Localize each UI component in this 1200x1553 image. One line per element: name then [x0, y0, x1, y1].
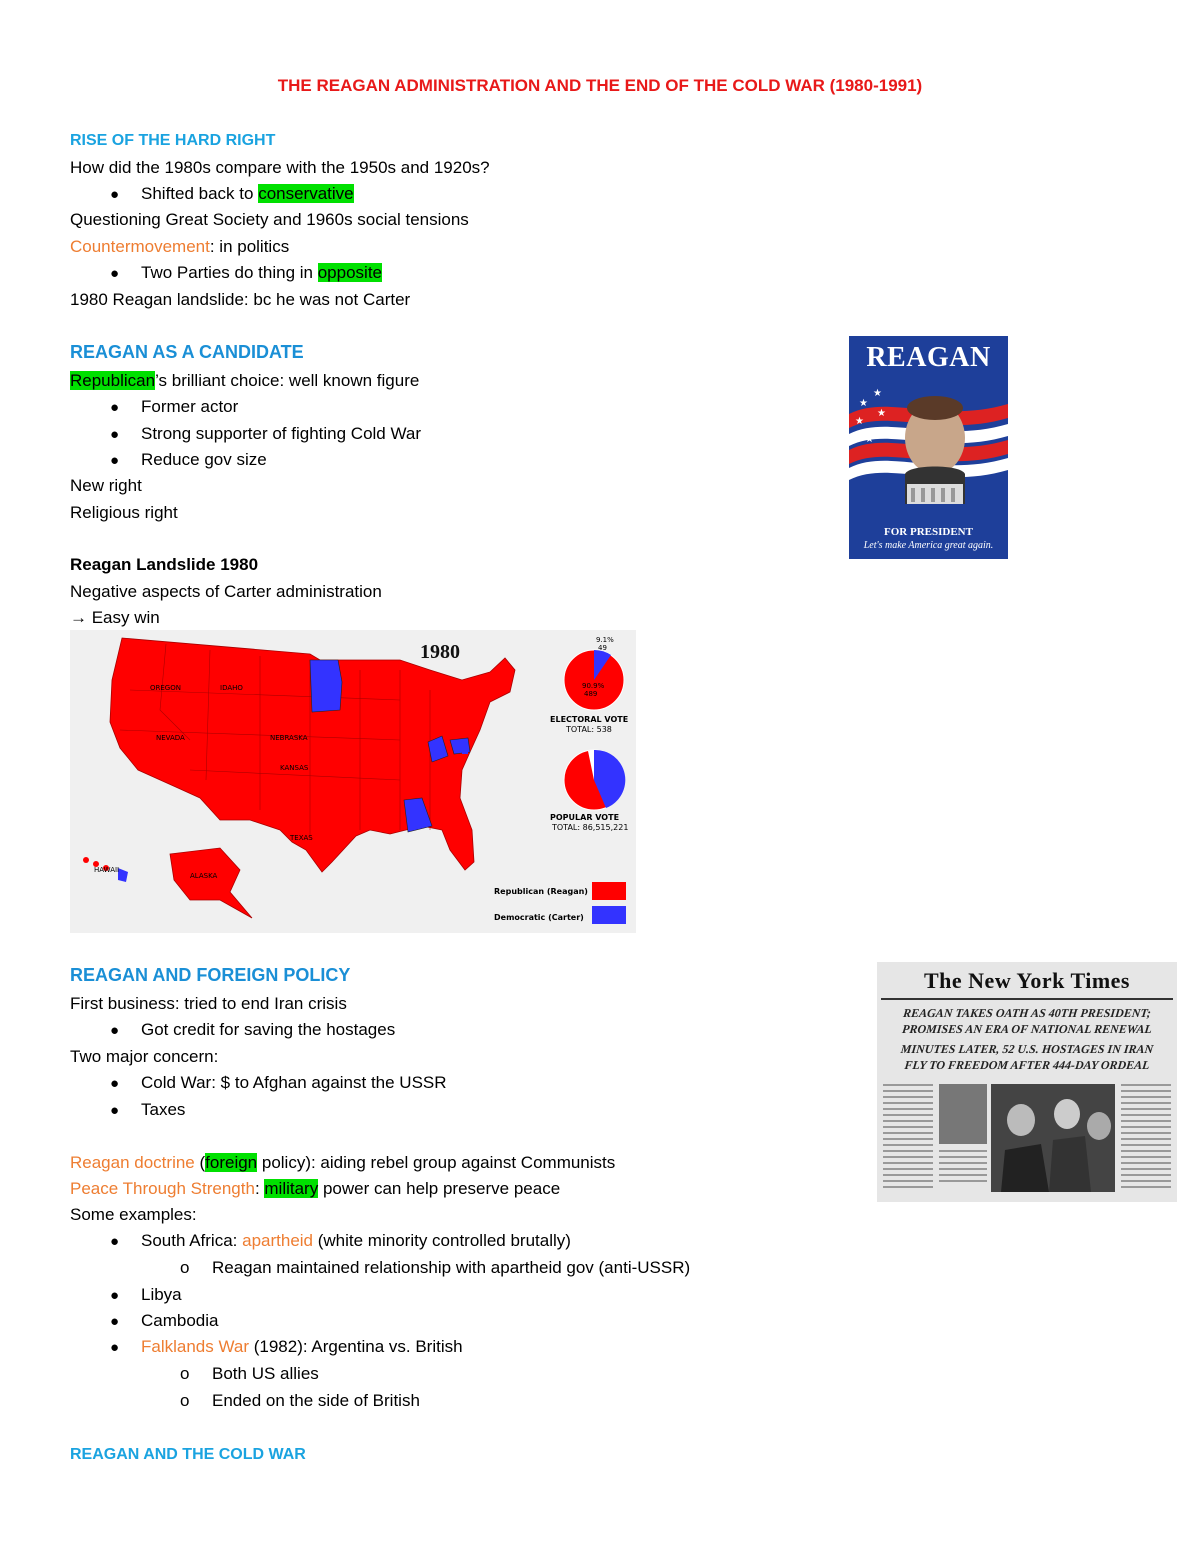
newspaper-body-image	[881, 1080, 1173, 1196]
poster-slogan: Let's make America great again.	[863, 540, 994, 551]
headline-2: PROMISES AN ERA OF NATIONAL RENEWAL	[901, 1022, 1153, 1036]
bullet-falklands	[110, 1336, 463, 1359]
bullet-text: Reduce gov size	[141, 450, 267, 469]
bullet-text: Former actor	[141, 397, 239, 416]
subbullet-icon: o	[180, 1364, 190, 1383]
bullet-text: South Africa:	[141, 1231, 243, 1250]
electoral-map-1980	[70, 630, 636, 933]
electoral-vote-total: TOTAL: 538	[566, 725, 612, 734]
line-reagan-doctrine	[70, 1152, 615, 1174]
svg-text:HAWAII: HAWAII	[94, 866, 120, 874]
line-peace-through-strength	[70, 1178, 560, 1200]
term-peace-through-strength: Peace Through Strength	[70, 1179, 255, 1198]
bullet-icon: ●	[110, 265, 120, 282]
bullet-text: Shifted back to	[141, 184, 259, 203]
svg-text:NEVADA: NEVADA	[156, 734, 185, 742]
subbullet-icon: o	[180, 1258, 190, 1277]
reagan-campaign-poster	[849, 336, 1008, 559]
svg-text:★: ★	[865, 434, 874, 445]
svg-text:IDAHO: IDAHO	[220, 684, 243, 692]
headline-4: FLY TO FREEDOM AFTER 444-DAY ORDEAL	[903, 1058, 1151, 1072]
line-republican-choice	[70, 370, 419, 392]
line-negative-aspects: Negative aspects of Carter administration	[70, 582, 382, 601]
bullet-icon: ●	[110, 1313, 120, 1330]
term-reagan-doctrine: Reagan doctrine	[70, 1153, 195, 1172]
line-1980-landslide: 1980 Reagan landslide: bc he was not Carter	[70, 290, 411, 309]
bullet-icon: ●	[110, 1022, 120, 1039]
heading-reagan-candidate: REAGAN AS A CANDIDATE	[70, 342, 304, 362]
line-text: power can help preserve peace	[318, 1179, 561, 1198]
bullet-cold-war-afghan	[110, 1072, 447, 1095]
bullet-cold-war-supporter	[110, 423, 421, 446]
electoral-vote-pie	[564, 636, 624, 710]
line-first-business: First business: tried to end Iran crisis	[70, 994, 347, 1013]
legend-republican-label: Republican (Reagan)	[494, 887, 588, 896]
map-state-dc	[462, 748, 468, 754]
heading-foreign-policy: REAGAN AND FOREIGN POLICY	[70, 965, 351, 985]
svg-text:★: ★	[859, 398, 868, 409]
question-line: How did the 1980s compare with the 1950s and 1920s?	[70, 158, 490, 177]
line-great-society: Questioning Great Society and 1960s social tensions	[70, 210, 469, 229]
new-york-times-clipping	[877, 962, 1177, 1202]
subbullet-apartheid-relationship	[180, 1257, 690, 1279]
svg-text:★: ★	[855, 416, 864, 427]
poster-title: REAGAN	[866, 342, 991, 373]
popular-vote-total: TOTAL: 86,515,221	[552, 823, 629, 832]
legend-democratic-label: Democratic (Carter)	[494, 913, 584, 922]
bullet-text: Cold War: $ to Afghan against the USSR	[141, 1073, 447, 1092]
line-religious-right: Religious right	[70, 503, 178, 522]
bullet-taxes	[110, 1099, 185, 1122]
ev-rep-pct: 90.9%	[582, 682, 605, 690]
svg-text:OREGON: OREGON	[150, 684, 181, 692]
bullet-reduce-gov	[110, 449, 267, 472]
highlight-republican: Republican	[70, 371, 156, 390]
svg-text:KANSAS: KANSAS	[280, 764, 309, 772]
bullet-text: Got credit for saving the hostages	[141, 1020, 396, 1039]
highlight-military: military	[264, 1179, 319, 1198]
svg-text:★: ★	[877, 408, 886, 419]
bullet-text: Cambodia	[141, 1311, 219, 1330]
svg-text:TEXAS: TEXAS	[290, 834, 313, 842]
headline-1: REAGAN TAKES OATH AS 40TH PRESIDENT;	[902, 1006, 1152, 1020]
headline-3: MINUTES LATER, 52 U.S. HOSTAGES IN IRAN	[900, 1042, 1154, 1056]
subbullet-text: Both US allies	[212, 1364, 319, 1383]
bullet-shifted	[110, 183, 354, 206]
legend-republican-swatch	[592, 882, 626, 900]
bullet-icon: ●	[110, 452, 120, 469]
line-text: (	[194, 1153, 206, 1172]
poster-tagline: FOR PRESIDENT	[884, 526, 973, 538]
subbullet-icon: o	[180, 1391, 190, 1410]
highlight-opposite: opposite	[317, 263, 382, 282]
bullet-icon: ●	[110, 1233, 120, 1250]
document-title: THE REAGAN ADMINISTRATION AND THE END OF THE COLD WAR (1980-1991)	[277, 76, 923, 95]
term-apartheid: apartheid	[242, 1231, 314, 1250]
bullet-text: Two Parties do thing in	[141, 263, 318, 282]
legend-democratic-swatch	[592, 906, 626, 924]
map-state-minnesota	[310, 660, 342, 712]
map-state-alaska	[170, 848, 252, 918]
heading-reagan-landslide: Reagan Landslide 1980	[70, 555, 259, 574]
svg-text:NEBRASKA: NEBRASKA	[270, 734, 308, 742]
subbullet-text: Ended on the side of British	[212, 1391, 420, 1410]
bullet-text: Strong supporter of fighting Cold War	[141, 424, 422, 443]
bullet-libya	[110, 1284, 182, 1307]
line-text: : in politics	[209, 237, 290, 256]
line-text: policy): aiding rebel group against Communists	[257, 1153, 616, 1172]
bullet-text: (white minority controlled brutally)	[313, 1231, 571, 1250]
line-text: ’s brilliant choice: well known figure	[155, 371, 420, 390]
line-easy-win: → Easy win	[70, 608, 160, 627]
subbullet-text: Reagan maintained relationship with apartheid gov (anti-USSR)	[212, 1258, 691, 1277]
bullet-icon: ●	[110, 1075, 120, 1092]
highlight-conservative: conservative	[258, 184, 354, 203]
line-some-examples: Some examples:	[70, 1205, 197, 1224]
line-countermovement	[70, 236, 289, 258]
svg-text:ALASKA: ALASKA	[190, 872, 218, 880]
term-countermovement: Countermovement	[70, 237, 210, 256]
electoral-map-svg	[70, 630, 636, 933]
heading-rise-of-hard-right: RISE OF THE HARD RIGHT	[70, 132, 276, 149]
subbullet-both-allies	[180, 1363, 319, 1385]
bullet-icon: ●	[110, 1287, 120, 1304]
line-text: :	[254, 1179, 265, 1198]
bullet-text: Taxes	[141, 1100, 186, 1119]
heading-reagan-cold-war: REAGAN AND THE COLD WAR	[70, 1446, 306, 1463]
bullet-hostages-credit	[110, 1019, 395, 1042]
subbullet-side-of-british	[180, 1390, 420, 1412]
electoral-vote-label: ELECTORAL VOTE	[550, 715, 629, 724]
bullet-icon: ●	[110, 1102, 120, 1119]
ev-dem-pct: 9.1%	[596, 636, 614, 644]
bullet-two-parties	[110, 262, 382, 285]
bullet-text: (1982): Argentina vs. British	[249, 1337, 463, 1356]
bullet-icon: ●	[110, 399, 120, 416]
newspaper-masthead: The New York Times	[924, 968, 1130, 993]
highlight-foreign: foreign	[205, 1153, 258, 1172]
bullet-former-actor	[110, 396, 238, 419]
flag-portrait-image	[849, 384, 1008, 504]
bullet-icon: ●	[110, 426, 120, 443]
bullet-icon: ●	[110, 186, 120, 203]
line-two-major-concern: Two major concern:	[70, 1047, 219, 1066]
svg-text:★: ★	[873, 388, 882, 399]
masthead-rule	[881, 998, 1173, 1000]
popular-vote-pie	[564, 750, 625, 810]
ev-dem-count: 49	[598, 644, 607, 652]
bullet-text: Libya	[141, 1285, 182, 1304]
ev-rep-count: 489	[584, 690, 598, 698]
bullet-south-africa	[110, 1230, 571, 1253]
term-falklands-war: Falklands War	[141, 1337, 250, 1356]
map-year-label: 1980	[420, 641, 460, 663]
popular-vote-label: POPULAR VOTE	[550, 813, 620, 822]
bullet-cambodia	[110, 1310, 219, 1333]
bullet-icon: ●	[110, 1339, 120, 1356]
line-new-right: New right	[70, 476, 142, 495]
